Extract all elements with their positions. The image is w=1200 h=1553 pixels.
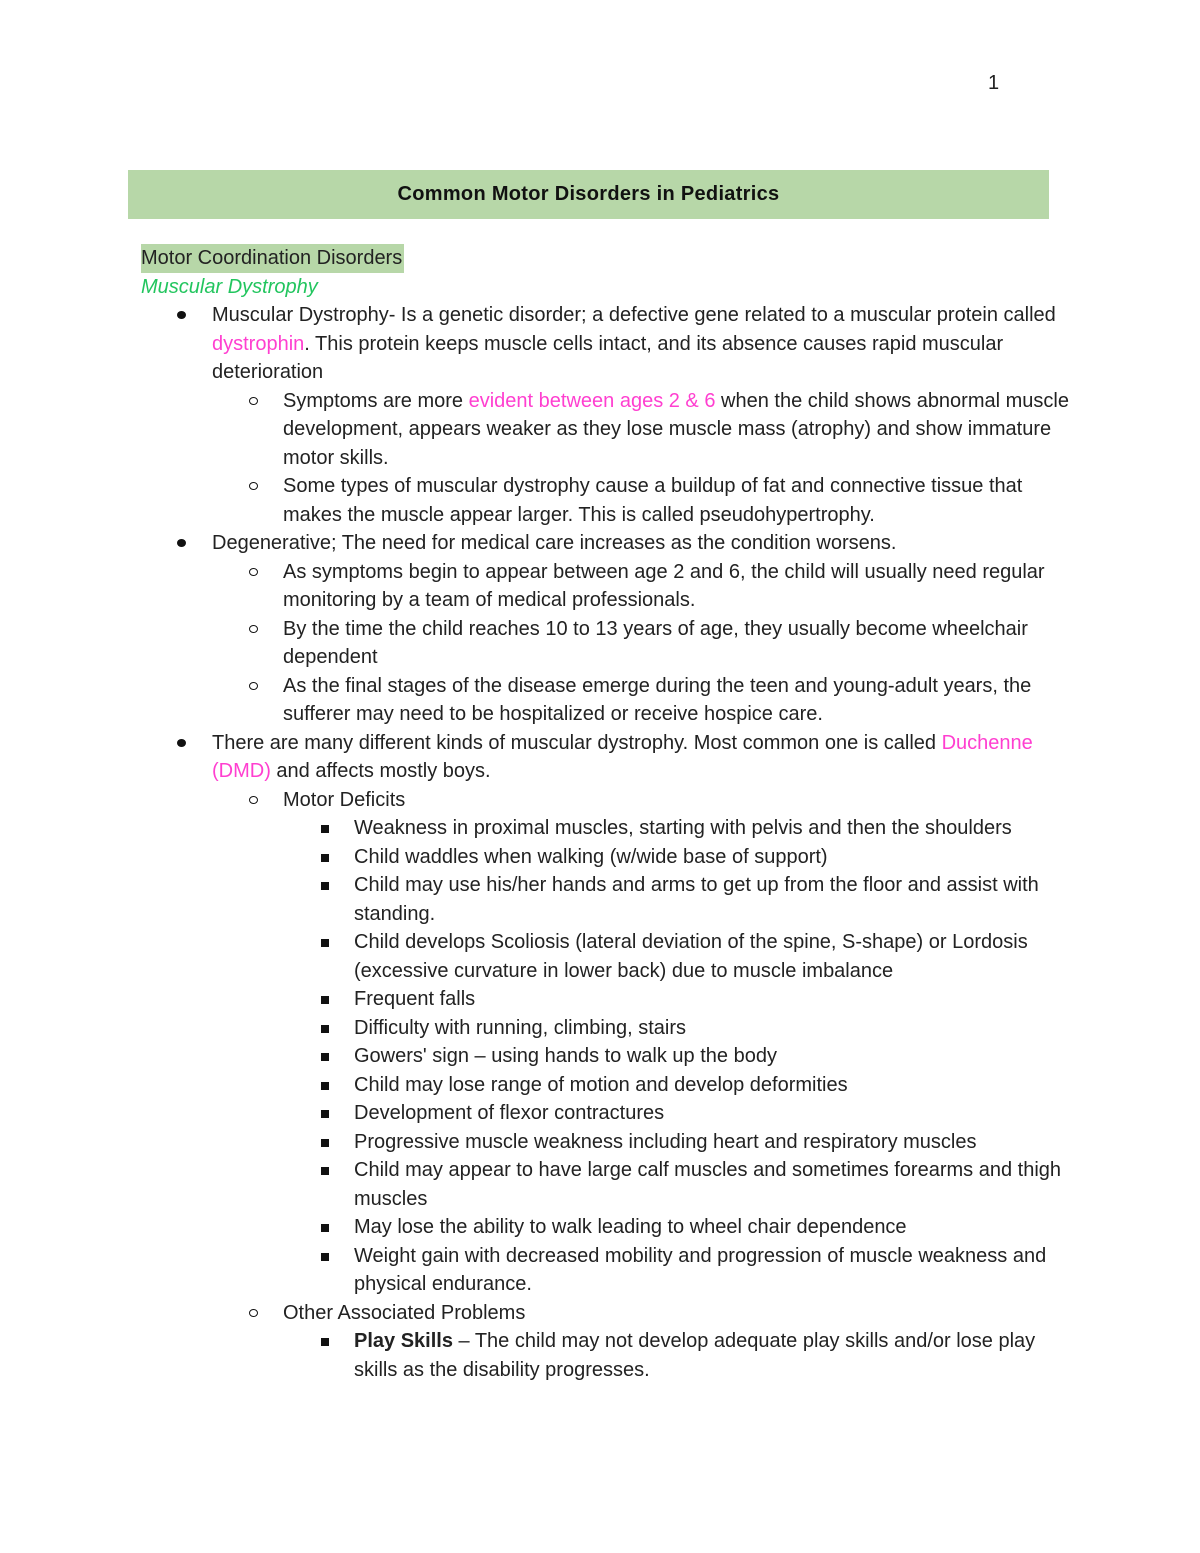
square-bullet-icon bbox=[321, 1224, 329, 1232]
bullet-text: . This protein keeps muscle cells intact, and its absence causes rapid muscular deterioration bbox=[212, 332, 1004, 383]
deficit-text: Child may lose range of motion and develop deformities bbox=[354, 1073, 848, 1096]
document-title: Common Motor Disorders in Pediatrics bbox=[397, 183, 780, 205]
bullet-text: As the final stages of the disease emerge during the teen and young-adult years, the sufferer may need to be hospitalized or receive hospice care. bbox=[283, 674, 1032, 725]
bullet-text: Degenerative; The need for medical care increases as the condition worsens. bbox=[212, 532, 897, 554]
square-bullet-icon bbox=[321, 1025, 329, 1033]
bullet-text: Symptoms are more bbox=[283, 389, 469, 412]
deficit-text: Child develops Scoliosis (lateral deviation of the spine, S-shape) or Lordosis (excessive curvature in lower back) due to muscle imbalance bbox=[354, 931, 1028, 982]
subheading: Muscular Dystrophy bbox=[141, 275, 318, 298]
list-item bbox=[141, 301, 1081, 529]
list-item bbox=[141, 529, 1081, 729]
sub-list bbox=[212, 786, 1081, 1385]
deficit-text: May lose the ability to walk leading to wheel chair dependence bbox=[354, 1216, 907, 1238]
square-bullet-icon bbox=[321, 996, 329, 1004]
deficit-text: Child may use his/her hands and arms to get up from the floor and assist with standing. bbox=[354, 874, 1039, 925]
bullet-text: Muscular Dystrophy- Is a genetic disorder; a defective gene related to a muscular protein called bbox=[212, 304, 1056, 326]
deficit-text: Weight gain with decreased mobility and progression of muscle weakness and physical endurance. bbox=[354, 1244, 1047, 1295]
list-item bbox=[283, 1242, 1081, 1299]
sub-list bbox=[212, 558, 1081, 729]
list-item bbox=[212, 615, 1081, 672]
list-item bbox=[283, 1099, 1081, 1128]
sub-list bbox=[212, 387, 1081, 530]
deficit-text: Child waddles when walking (w/wide base of support) bbox=[354, 845, 828, 868]
play-skills-text: – The child may not develop adequate play skills and/or lose play skills as the disability progresses. bbox=[354, 1330, 1036, 1381]
bullet-list bbox=[141, 301, 1081, 1384]
square-bullet-icon bbox=[321, 1139, 329, 1147]
bullet-text: and affects mostly boys. bbox=[270, 760, 491, 782]
square-bullet-icon bbox=[321, 1338, 329, 1346]
bullet-text: Some types of muscular dystrophy cause a buildup of fat and connective tissue that makes the muscle appear larger. This is called pseudohypertrophy. bbox=[283, 475, 1023, 526]
play-skills-label: Play Skills bbox=[354, 1330, 453, 1352]
list-item bbox=[283, 985, 1081, 1014]
circle-bullet-icon bbox=[249, 397, 258, 405]
square-bullet-icon bbox=[321, 1053, 329, 1061]
highlight-text: dystrophin bbox=[212, 332, 305, 355]
list-item bbox=[283, 1014, 1081, 1043]
highlight-text: evident between ages 2 & 6 bbox=[468, 389, 716, 412]
other-problems-label: Other Associated Problems bbox=[283, 1301, 526, 1324]
list-item bbox=[283, 1071, 1081, 1100]
motor-deficits-list bbox=[283, 814, 1081, 1299]
square-bullet-icon bbox=[321, 854, 329, 862]
bullet-icon bbox=[177, 739, 186, 747]
square-bullet-icon bbox=[321, 1082, 329, 1090]
bullet-icon bbox=[177, 311, 186, 319]
bullet-text: when the child shows abnormal muscle development, appears weaker as they lose muscle mass (atrophy) and show immature motor skills. bbox=[283, 389, 1069, 469]
list-item bbox=[283, 814, 1081, 843]
list-item bbox=[283, 843, 1081, 872]
deficit-text: Weakness in proximal muscles, starting with pelvis and then the shoulders bbox=[354, 817, 1012, 839]
page-number: 1 bbox=[988, 72, 1000, 94]
circle-bullet-icon bbox=[249, 568, 258, 576]
list-item bbox=[283, 1128, 1081, 1157]
list-item bbox=[283, 1042, 1081, 1071]
list-item bbox=[283, 871, 1081, 928]
title-banner bbox=[128, 170, 1049, 219]
list-item bbox=[212, 672, 1081, 729]
deficit-text: Gowers' sign – using hands to walk up the body bbox=[354, 1045, 777, 1067]
list-item bbox=[212, 1299, 1081, 1385]
other-problems-list bbox=[283, 1327, 1081, 1384]
circle-bullet-icon bbox=[249, 682, 258, 690]
section-heading: Motor Coordination Disorders bbox=[141, 244, 404, 273]
highlight-text: Duchenne (DMD) bbox=[212, 731, 1033, 782]
list-item bbox=[283, 1213, 1081, 1242]
deficit-text: Difficulty with running, climbing, stairs bbox=[354, 1016, 686, 1039]
deficit-text: Frequent falls bbox=[354, 988, 476, 1010]
list-item bbox=[212, 558, 1081, 615]
circle-bullet-icon bbox=[249, 1309, 258, 1317]
deficit-text: Child may appear to have large calf muscles and sometimes forearms and thigh muscles bbox=[354, 1159, 1062, 1210]
list-item bbox=[283, 928, 1081, 985]
circle-bullet-icon bbox=[249, 625, 258, 633]
list-item bbox=[283, 1156, 1081, 1213]
list-item bbox=[141, 729, 1081, 1385]
list-item bbox=[212, 387, 1081, 473]
document-body bbox=[141, 244, 1081, 1384]
square-bullet-icon bbox=[321, 1110, 329, 1118]
circle-bullet-icon bbox=[249, 482, 258, 490]
bullet-text: As symptoms begin to appear between age 2 and 6, the child will usually need regular monitoring by a team of medical professionals. bbox=[283, 560, 1045, 611]
bullet-text: By the time the child reaches 10 to 13 years of age, they usually become wheelchair dependent bbox=[283, 617, 1028, 668]
list-item bbox=[283, 1327, 1081, 1384]
bullet-text: There are many different kinds of muscular dystrophy. Most common one is called bbox=[212, 731, 942, 754]
deficit-text: Progressive muscle weakness including heart and respiratory muscles bbox=[354, 1130, 977, 1153]
deficit-text: Development of flexor contractures bbox=[354, 1102, 665, 1124]
square-bullet-icon bbox=[321, 939, 329, 947]
square-bullet-icon bbox=[321, 825, 329, 833]
list-item bbox=[212, 786, 1081, 1299]
circle-bullet-icon bbox=[249, 796, 258, 804]
motor-deficits-label: Motor Deficits bbox=[283, 788, 406, 811]
list-item bbox=[212, 472, 1081, 529]
square-bullet-icon bbox=[321, 1253, 329, 1261]
bullet-icon bbox=[177, 539, 186, 547]
square-bullet-icon bbox=[321, 882, 329, 890]
square-bullet-icon bbox=[321, 1167, 329, 1175]
